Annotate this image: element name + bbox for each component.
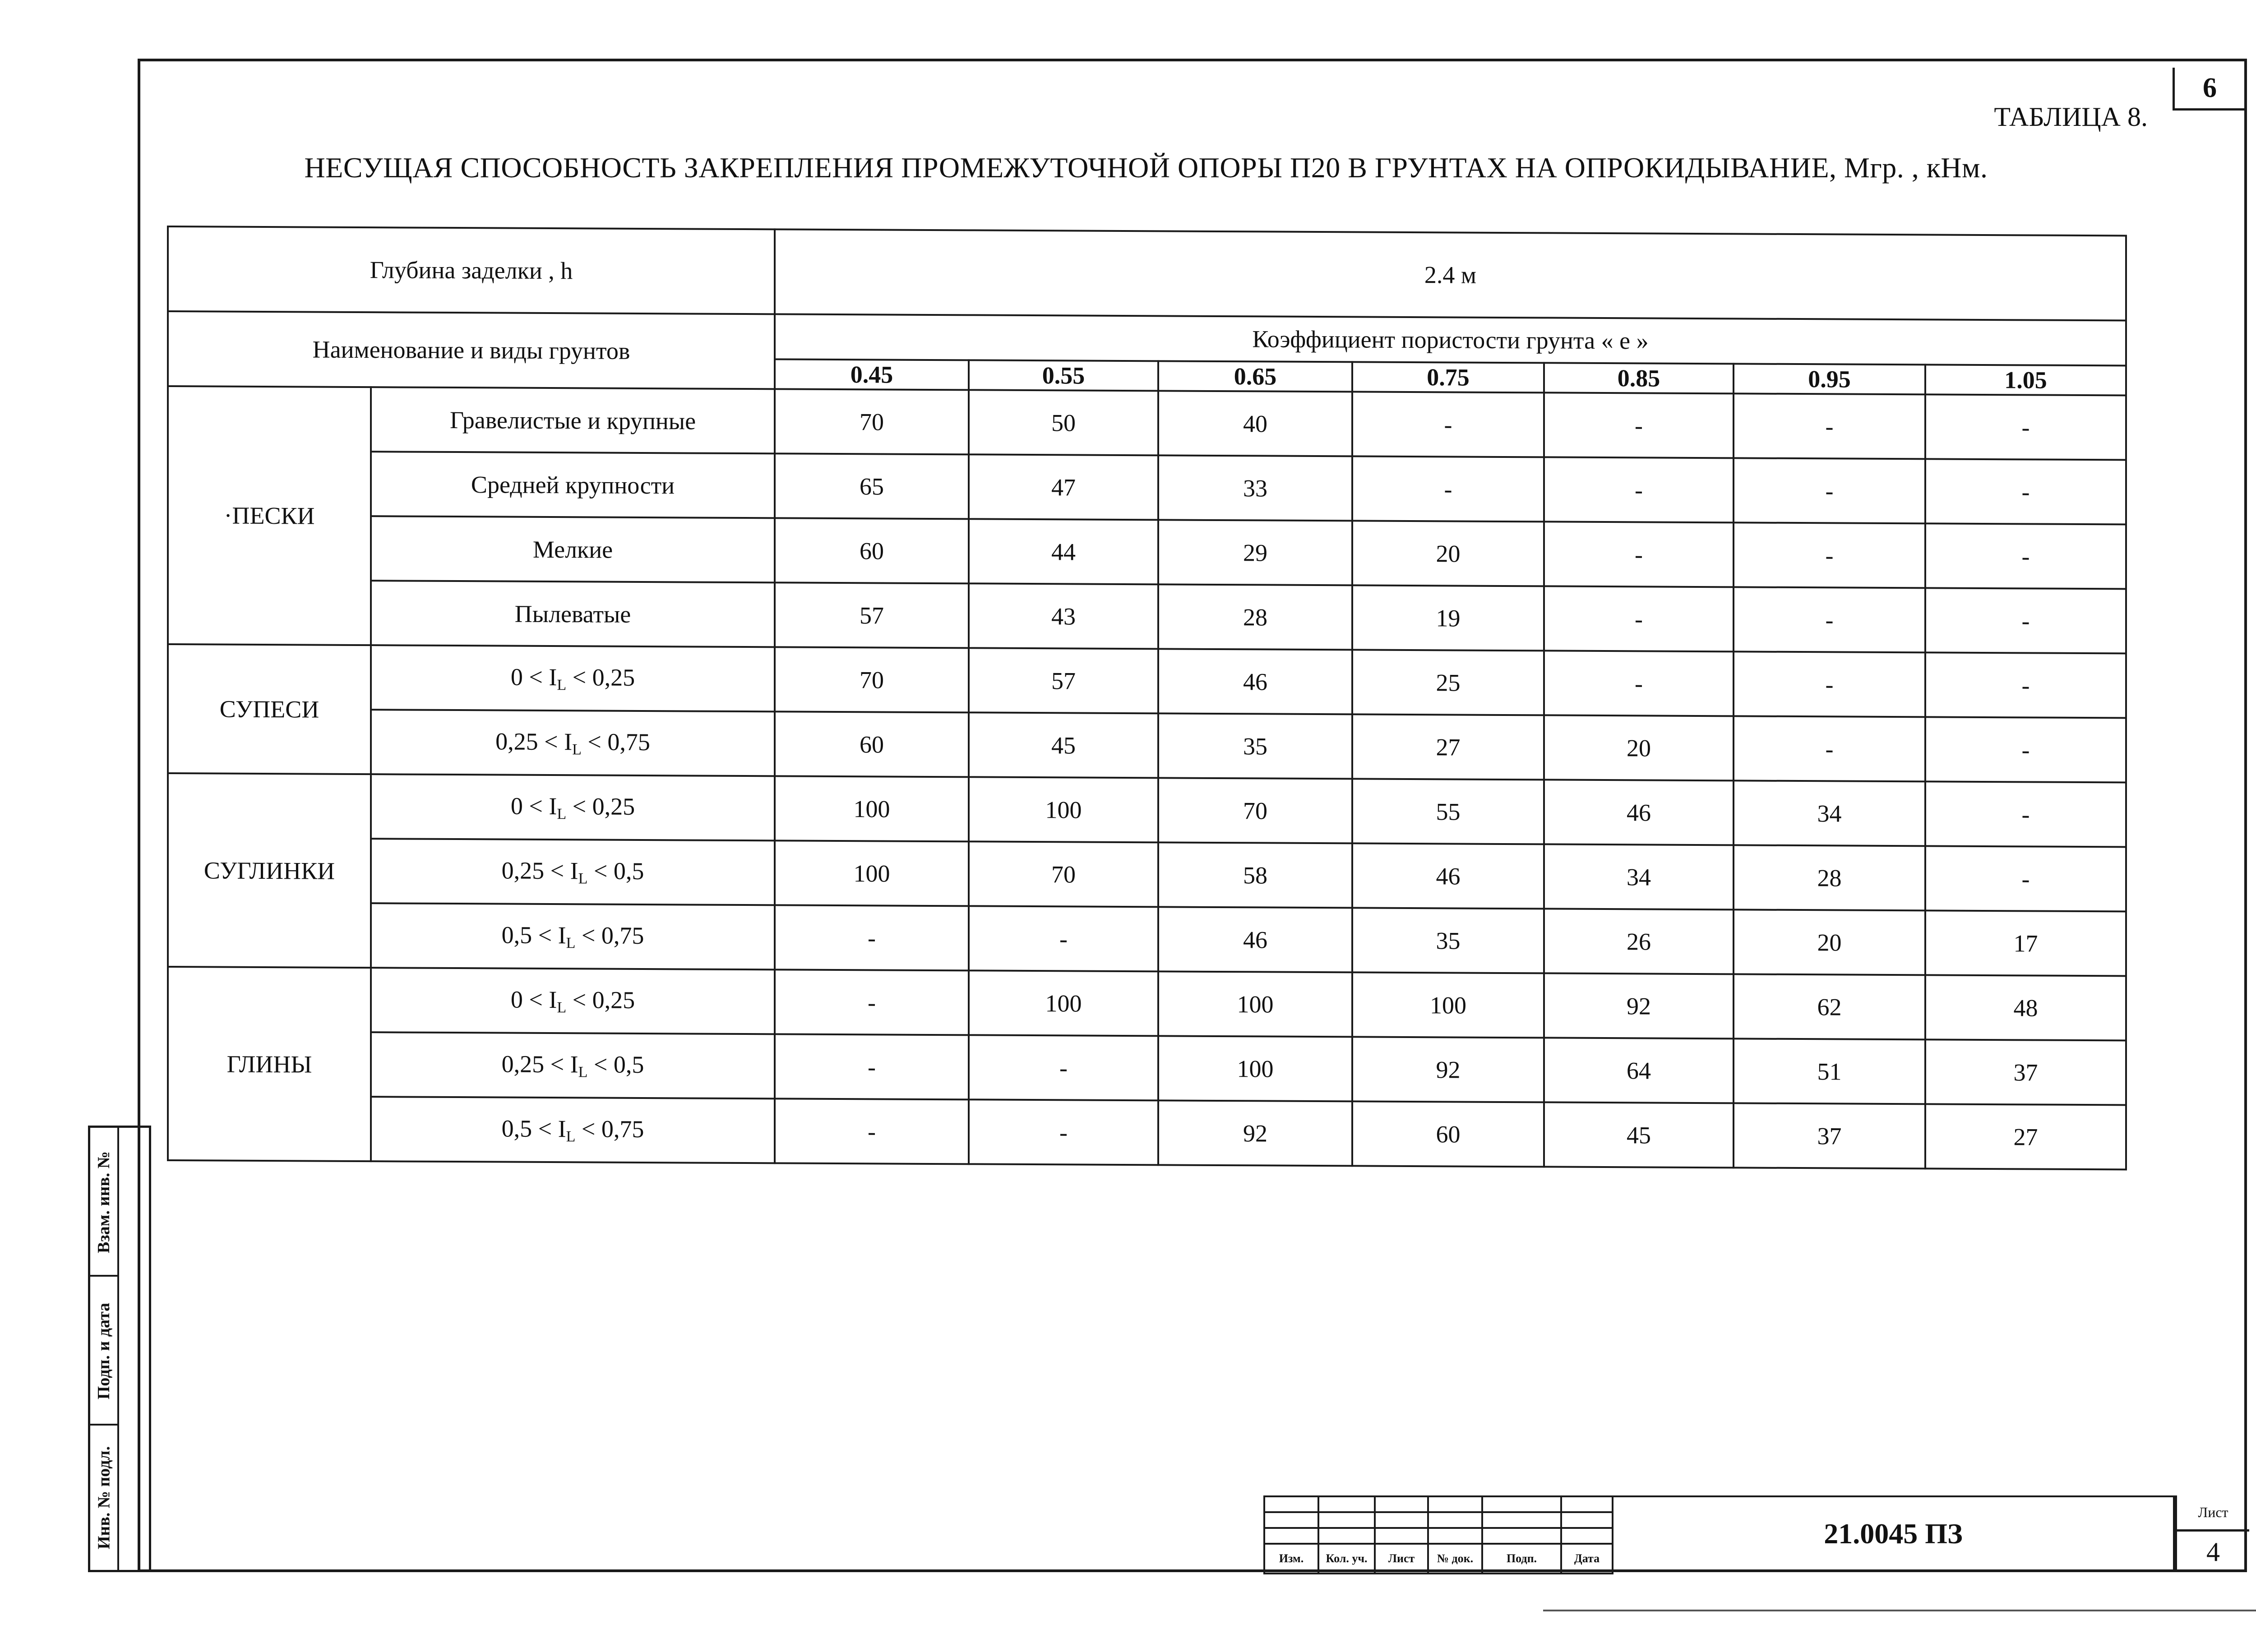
capacity-value-cell: 51	[1734, 1038, 1925, 1104]
capacity-value-cell: 100	[775, 776, 969, 841]
capacity-value-cell: 20	[1734, 909, 1925, 975]
capacity-value-cell: 43	[969, 583, 1158, 649]
capacity-value-cell: 40	[1158, 391, 1352, 456]
capacity-value-cell: -	[1734, 716, 1925, 781]
revision-column-label: Подп.	[1482, 1544, 1561, 1574]
soil-group-name: ·ПЕСКИ	[168, 386, 371, 645]
capacity-value-cell: 28	[1158, 584, 1352, 650]
capacity-value-cell: 37	[1734, 1103, 1925, 1168]
condition-suffix: < 0,75	[575, 1115, 644, 1143]
revision-column-label: Изм.	[1264, 1544, 1318, 1574]
capacity-value-cell: -	[1734, 651, 1925, 717]
sheet-number: 4	[2206, 1537, 2220, 1567]
condition-prefix: 0,25 < I	[501, 856, 578, 884]
revision-row	[1264, 1496, 1613, 1512]
side-text-inventory: Инв. № подл.	[94, 1446, 114, 1550]
condition-suffix: < 0,25	[566, 986, 635, 1014]
revision-column-label: Кол. уч.	[1318, 1544, 1375, 1574]
table-row	[168, 644, 2126, 718]
revision-row	[1264, 1528, 1613, 1544]
porosity-value-header: 0.65	[1158, 361, 1352, 392]
title-block	[1263, 1495, 2247, 1572]
capacity-value-cell: 45	[969, 712, 1158, 778]
condition-prefix: 0,5 < I	[501, 921, 566, 949]
capacity-value-cell: 65	[775, 453, 969, 519]
capacity-value-cell: -	[1734, 458, 1925, 523]
capacity-value-cell: 100	[969, 970, 1158, 1036]
revision-cell	[1428, 1528, 1482, 1544]
table-row	[168, 580, 2126, 653]
condition-prefix: 0,25 < I	[501, 1050, 578, 1078]
capacity-value-cell: 64	[1544, 1038, 1734, 1103]
capacity-value-cell: 47	[969, 454, 1158, 520]
capacity-value-cell: -	[775, 905, 969, 970]
condition-prefix: 0,25 < I	[495, 727, 573, 755]
soil-subtype	[371, 1097, 775, 1163]
condition-prefix: 0 < I	[510, 663, 557, 691]
condition-prefix: 0 < I	[510, 986, 557, 1013]
revision-grid	[1263, 1495, 1613, 1574]
capacity-value-cell: 19	[1352, 585, 1544, 651]
capacity-value-cell: -	[1544, 392, 1734, 458]
document-code: 21.0045 ПЗ	[1612, 1495, 2175, 1572]
capacity-value-cell: 100	[1158, 971, 1352, 1037]
document-title: НЕСУЩАЯ СПОСОБНОСТЬ ЗАКРЕПЛЕНИЯ ПРОМЕЖУТОЧНОЙ ОПОРЫ П20 В ГРУНТАХ НА ОПРОКИДЫВАНИЕ, Мгр. , кНм.	[304, 152, 1988, 184]
soil-subtype	[371, 903, 775, 969]
table-row	[168, 838, 2126, 911]
revision-cell	[1482, 1496, 1561, 1512]
table-row	[168, 902, 2126, 976]
capacity-value-cell: -	[1925, 846, 2126, 911]
revision-column-label: Дата	[1561, 1544, 1613, 1574]
capacity-value-cell: 70	[1158, 778, 1352, 843]
condition-subscript: L	[572, 741, 582, 758]
capacity-value-cell: -	[1925, 588, 2126, 653]
capacity-value-cell: -	[969, 1035, 1158, 1100]
capacity-value-cell: 46	[1158, 649, 1352, 714]
table-row	[168, 967, 2126, 1040]
depth-label: Глубина заделки , h	[168, 226, 775, 314]
porosity-value-header: 0.45	[775, 359, 969, 390]
condition-subscript: L	[566, 934, 576, 951]
capacity-value-cell: -	[1544, 586, 1734, 651]
bottom-rule	[1543, 1610, 2256, 1611]
capacity-value-cell: 70	[775, 389, 969, 454]
capacity-value-cell: 55	[1352, 779, 1544, 844]
condition-suffix: < 0,5	[587, 1050, 644, 1078]
condition-suffix: < 0,25	[566, 663, 635, 691]
revision-cell	[1264, 1512, 1318, 1528]
porosity-value-header: 0.85	[1544, 363, 1734, 393]
capacity-value-cell: -	[1352, 456, 1544, 521]
capacity-value-cell: 46	[1544, 780, 1734, 845]
capacity-value-cell: 100	[969, 777, 1158, 842]
table-row	[168, 451, 2126, 524]
side-text-replace: Взам. инв. №	[94, 1151, 113, 1253]
soil-subtype: Мелкие	[371, 516, 775, 582]
capacity-value-cell: 60	[775, 711, 969, 777]
capacity-value-cell: 70	[969, 841, 1158, 907]
capacity-value-cell: 20	[1544, 715, 1734, 780]
condition-prefix: 0,5 < I	[501, 1114, 566, 1142]
capacity-value-cell: 57	[969, 648, 1158, 713]
capacity-value-cell: 60	[775, 518, 969, 583]
capacity-value-cell: 29	[1158, 520, 1352, 585]
capacity-value-cell: -	[969, 906, 1158, 971]
revision-cell	[1561, 1496, 1613, 1512]
soil-subtype: Гравелистые и крупные	[371, 387, 775, 453]
soil-subtype	[371, 1032, 775, 1098]
capacity-value-cell: 46	[1352, 843, 1544, 909]
porosity-value-header: 0.55	[969, 360, 1158, 391]
capacity-value-cell: -	[1734, 393, 1925, 459]
revision-cell	[1375, 1528, 1428, 1544]
capacity-value-cell: 100	[775, 840, 969, 906]
revision-column-label: Лист	[1375, 1544, 1428, 1574]
revision-row	[1264, 1544, 1613, 1574]
soil-subtype	[371, 645, 775, 711]
revision-cell	[1375, 1496, 1428, 1512]
capacity-value-cell: -	[775, 1034, 969, 1099]
revision-cell	[1264, 1496, 1318, 1512]
capacity-value-cell: 25	[1352, 650, 1544, 715]
porosity-value-header: 0.75	[1352, 362, 1544, 392]
revision-cell	[1482, 1528, 1561, 1544]
table-row	[168, 709, 2126, 782]
condition-subscript: L	[578, 870, 588, 887]
revision-cell	[1318, 1528, 1375, 1544]
condition-suffix: < 0,5	[587, 857, 644, 885]
capacity-value-cell: 44	[969, 519, 1158, 584]
capacity-value-cell: 17	[1925, 910, 2126, 976]
capacity-value-cell: 34	[1734, 780, 1925, 846]
condition-prefix: 0 < I	[510, 792, 557, 820]
revision-cell	[1375, 1512, 1428, 1528]
table-row	[168, 386, 2126, 460]
capacity-value-cell: 34	[1544, 844, 1734, 909]
table-row	[168, 1096, 2126, 1169]
capacity-value-cell: 100	[1352, 972, 1544, 1038]
capacity-value-cell: -	[1544, 521, 1734, 587]
capacity-value-cell: -	[775, 969, 969, 1035]
table-label: ТАБЛИЦА 8.	[1994, 102, 2148, 132]
table-row	[168, 1031, 2126, 1105]
soil-subtype	[371, 774, 775, 840]
capacity-value-cell: 28	[1734, 845, 1925, 910]
capacity-value-cell: -	[1734, 587, 1925, 652]
sheet-top-number: 6	[2173, 68, 2245, 111]
capacity-value-cell: 35	[1352, 908, 1544, 973]
side-text-sign: Подп. и дата	[94, 1302, 113, 1400]
porosity-header: Коэффициент пористости грунта « е »	[775, 314, 2126, 365]
capacity-value-cell: 46	[1158, 907, 1352, 972]
capacity-value-cell: 26	[1544, 909, 1734, 974]
capacity-value-cell: -	[775, 1098, 969, 1164]
condition-subscript: L	[557, 676, 567, 693]
soil-subtype: Пылеватые	[371, 581, 775, 647]
condition-subscript: L	[557, 805, 567, 822]
soil-subtype: Средней крупности	[371, 452, 775, 518]
condition-suffix: < 0,75	[581, 728, 650, 756]
capacity-value-cell: -	[1925, 394, 2126, 460]
capacity-value-cell: 35	[1158, 713, 1352, 779]
capacity-value-cell: 37	[1925, 1039, 2126, 1105]
capacity-value-cell: -	[1925, 459, 2126, 524]
revision-cell	[1318, 1496, 1375, 1512]
capacity-value-cell: -	[1544, 457, 1734, 522]
capacity-value-cell: 92	[1352, 1037, 1544, 1102]
depth-value: 2.4 м	[775, 229, 2126, 320]
condition-subscript: L	[557, 999, 567, 1016]
capacity-value-cell: 45	[1544, 1102, 1734, 1167]
table-row	[168, 515, 2126, 589]
soil-group-name: СУГЛИНКИ	[168, 773, 371, 968]
capacity-value-cell: -	[1925, 523, 2126, 589]
table-row	[168, 773, 2126, 847]
revision-cell	[1482, 1512, 1561, 1528]
capacity-value-cell: 20	[1352, 521, 1544, 586]
revision-cell	[1264, 1528, 1318, 1544]
bearing-capacity-table	[167, 226, 2127, 1170]
capacity-value-cell: 92	[1544, 973, 1734, 1038]
capacity-value-cell: 27	[1925, 1104, 2126, 1169]
capacity-value-cell: -	[1925, 652, 2126, 718]
capacity-value-cell: -	[1544, 651, 1734, 716]
capacity-value-cell: -	[1925, 717, 2126, 782]
capacity-value-cell: -	[1352, 392, 1544, 457]
revision-cell	[1428, 1512, 1482, 1528]
capacity-value-cell: 92	[1158, 1100, 1352, 1166]
side-stamp	[88, 1126, 151, 1572]
soil-header: Наименование и виды грунтов	[168, 311, 775, 389]
capacity-value-cell: 33	[1158, 455, 1352, 521]
capacity-value-cell: 58	[1158, 842, 1352, 908]
capacity-value-cell: -	[969, 1099, 1158, 1165]
capacity-value-cell: 27	[1352, 714, 1544, 780]
porosity-value-header: 1.05	[1925, 365, 2126, 395]
condition-subscript: L	[566, 1128, 576, 1145]
capacity-value-cell: 57	[775, 582, 969, 648]
revision-cell	[1561, 1512, 1613, 1528]
capacity-value-cell: 60	[1352, 1101, 1544, 1167]
side-stamp-divider	[117, 1128, 119, 1570]
condition-suffix: < 0,25	[566, 792, 635, 820]
soil-subtype	[371, 710, 775, 776]
sheet-label: Лист	[2177, 1495, 2249, 1532]
condition-subscript: L	[578, 1063, 588, 1080]
capacity-value-cell: 100	[1158, 1036, 1352, 1101]
capacity-value-cell: 48	[1925, 975, 2126, 1040]
capacity-value-cell: 62	[1734, 974, 1925, 1039]
capacity-value-cell: 70	[775, 647, 969, 712]
soil-subtype	[371, 968, 775, 1034]
capacity-value-cell: -	[1925, 781, 2126, 847]
sheet-number-box	[2175, 1495, 2247, 1572]
revision-cell	[1318, 1512, 1375, 1528]
revision-column-label: № док.	[1428, 1544, 1482, 1574]
soil-subtype	[371, 839, 775, 905]
porosity-value-header: 0.95	[1734, 364, 1925, 394]
capacity-value-cell: -	[1734, 522, 1925, 588]
revision-cell	[1428, 1496, 1482, 1512]
condition-suffix: < 0,75	[575, 921, 644, 949]
soil-group-name: СУПЕСИ	[168, 644, 371, 774]
revision-row	[1264, 1512, 1613, 1528]
revision-cell	[1561, 1528, 1613, 1544]
soil-group-name: ГЛИНЫ	[168, 967, 371, 1161]
capacity-value-cell: 50	[969, 390, 1158, 455]
